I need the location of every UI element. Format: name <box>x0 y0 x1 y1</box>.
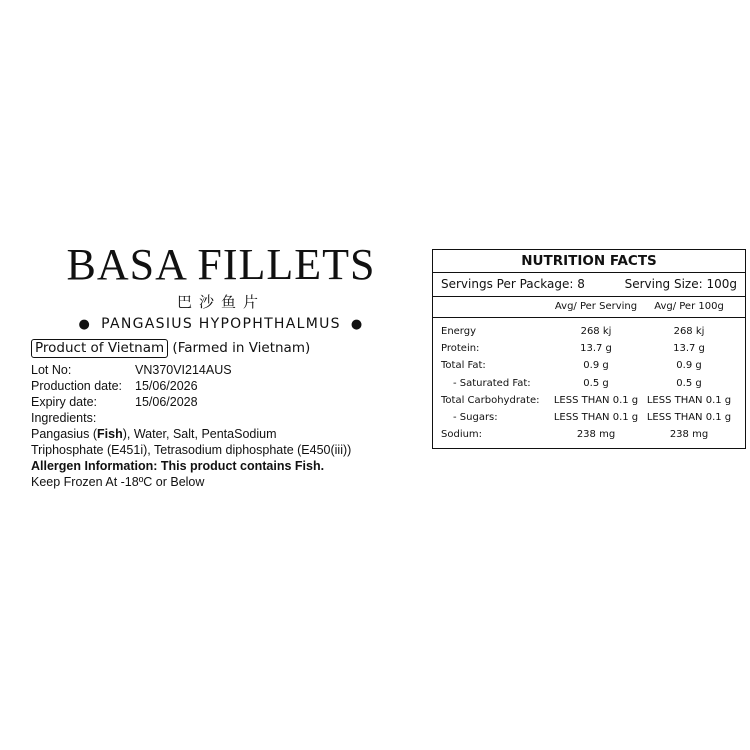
nutrient-row <box>433 375 745 392</box>
nutrient-name: - Sugars: <box>453 411 498 423</box>
nutrient-per100: 0.9 g <box>676 360 702 372</box>
nutrient-name: Protein: <box>441 343 480 355</box>
nutrient-serving: 0.5 g <box>583 377 609 389</box>
origin-badge: Product of Vietnam <box>31 339 168 358</box>
detail-label: Expiry date: <box>31 395 98 409</box>
detail-value: 15/06/2028 <box>135 395 198 409</box>
nutrient-row <box>433 357 745 374</box>
lot-number-row <box>31 362 423 378</box>
nutrient-serving: LESS THAN 0.1 g <box>553 394 639 406</box>
detail-value: 15/06/2026 <box>135 379 198 393</box>
chinese-name: 巴沙鱼片 <box>176 293 265 311</box>
servings-per-package: Servings Per Package: 8 <box>441 277 585 291</box>
nutrient-per100: 0.5 g <box>676 377 702 389</box>
nutrient-serving: 0.9 g <box>583 360 609 372</box>
detail-label: Production date: <box>31 379 123 393</box>
nutrient-name: - Saturated Fat: <box>453 377 531 389</box>
detail-list <box>31 362 423 410</box>
expiry-date-row <box>31 394 423 410</box>
ingredients-text: ), Water, Salt, PentaSodium <box>122 427 277 441</box>
origin-row <box>31 339 423 359</box>
nutrient-per100: 268 kj <box>673 326 705 337</box>
storage-instructions: Keep Frozen At -18ºC or Below <box>31 475 205 489</box>
nutrition-header-row <box>433 297 745 318</box>
nutrition-panel <box>432 249 746 449</box>
nutrition-rows <box>433 318 745 443</box>
nutrient-per100: 13.7 g <box>673 343 705 355</box>
nutrient-row <box>433 426 745 443</box>
serving-size: Serving Size: 100g <box>624 277 737 291</box>
ingredients-allergen: Fish <box>97 427 123 441</box>
product-info <box>31 240 423 490</box>
allergen-info: Allergen Information: This product contains Fish. <box>31 459 325 473</box>
nutrient-serving: 238 mg <box>576 429 616 441</box>
nutrient-serving: 268 kj <box>580 326 612 337</box>
nutrient-name: Energy <box>441 326 477 337</box>
ingredients-line-1 <box>31 426 423 442</box>
origin-note: (Farmed in Vietnam) <box>172 340 311 356</box>
nutrient-per100: LESS THAN 0.1 g <box>646 411 732 423</box>
nutrient-row <box>433 340 745 357</box>
nutrition-title: NUTRITION FACTS <box>521 253 657 269</box>
detail-value: VN370VI214AUS <box>135 363 232 377</box>
detail-label: Lot No: <box>31 363 72 377</box>
ingredients-line-2: Triphosphate (E451i), Tetrasodium diphosphate (E450(iii)) <box>31 443 352 457</box>
ingredients-text: Pangasius ( <box>31 427 98 441</box>
header-per-serving: Avg/ Per Serving <box>554 301 638 312</box>
header-per-100g: Avg/ Per 100g <box>654 301 724 312</box>
nutrient-serving: LESS THAN 0.1 g <box>553 411 639 423</box>
nutrient-row <box>433 409 745 426</box>
species-name: PANGASIUS HYPOPHTHALMUS <box>101 316 341 332</box>
nutrient-name: Total Carbohydrate: <box>441 394 540 406</box>
nutrient-row <box>433 392 745 409</box>
production-date-row <box>31 378 423 394</box>
header-spacer <box>433 297 549 317</box>
nutrient-row <box>433 323 745 340</box>
bullet-dot-icon: ● <box>350 317 364 332</box>
product-title: BASA FILLETS <box>66 240 376 289</box>
nutrient-name: Total Fat: <box>441 360 486 372</box>
nutrient-per100: LESS THAN 0.1 g <box>646 394 732 406</box>
nutrient-per100: 238 mg <box>669 429 709 441</box>
nutrient-name: Sodium: <box>441 429 483 441</box>
servings-row <box>433 272 745 297</box>
species-line <box>31 316 411 336</box>
ingredients-heading: Ingredients: <box>31 411 97 425</box>
bullet-dot-icon: ● <box>78 317 92 332</box>
nutrient-serving: 13.7 g <box>580 343 612 355</box>
